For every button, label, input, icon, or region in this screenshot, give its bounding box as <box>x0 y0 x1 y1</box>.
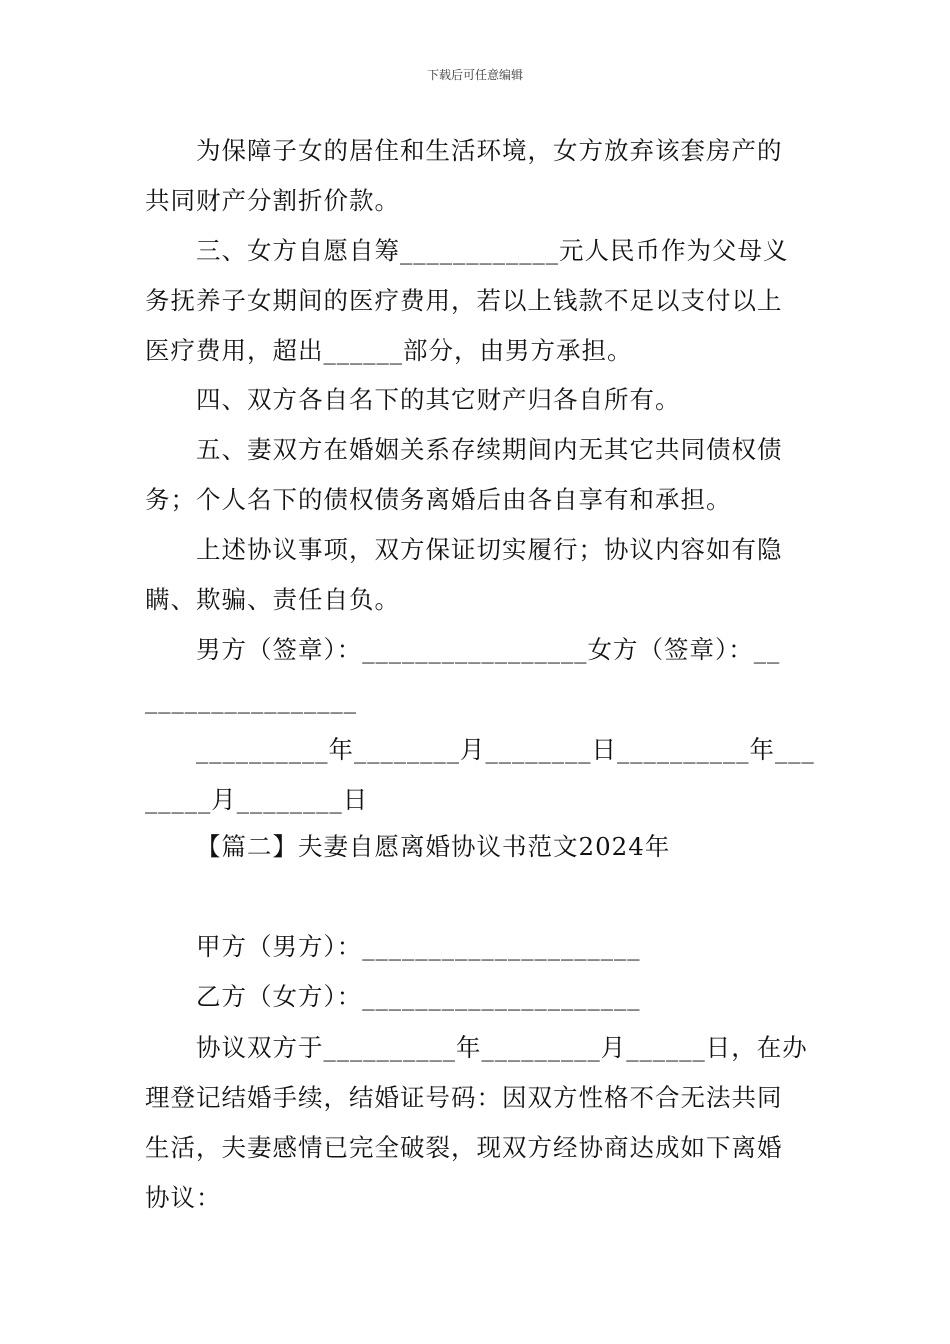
paragraph-line: 上述协议事项，双方保证切实履行；协议内容如有隐 <box>196 535 783 564</box>
paragraph-line: 共同财产分割折价款。 <box>145 186 400 215</box>
paragraph-line: 务；个人名下的债权债务离婚后由各自享有和承担。 <box>145 485 732 514</box>
paragraph-line: 四、双方各自名下的其它财产归各自所有。 <box>196 385 681 414</box>
date-line: _____月________日 <box>145 785 369 814</box>
party-a-line: 甲方（男方）：_____________________ <box>196 932 641 961</box>
paragraph-line: 五、妻双方在婚姻关系存续期间内无其它共同债权债 <box>196 435 783 464</box>
paragraph-line: 理登记结婚手续，结婚证号码：因双方性格不合无法共同 <box>145 1083 783 1112</box>
date-line: __________年________月________日__________年___ <box>196 735 815 764</box>
paragraph-line: 瞒、欺骗、责任自负。 <box>145 585 400 614</box>
signature-line: ________________ <box>145 685 357 714</box>
paragraph-line: 务抚养子女期间的医疗费用，若以上钱款不足以支付以上 <box>145 286 783 315</box>
paragraph-line: 协议双方于__________年_________月______日，在办 <box>196 1033 808 1062</box>
signature-line: 男方（签章）：_________________女方（签章）：__ <box>196 635 781 664</box>
party-b-line: 乙方（女方）：_____________________ <box>196 982 641 1011</box>
page-header-note: 下载后可任意编辑 <box>426 68 523 82</box>
paragraph-line: 生活，夫妻感情已完全破裂，现双方经协商达成如下离婚 <box>145 1133 783 1162</box>
paragraph-line: 医疗费用，超出______部分，由男方承担。 <box>145 336 633 365</box>
section-heading: 【篇二】夫妻自愿离婚协议书范文2024年 <box>196 832 671 861</box>
paragraph-line: 三、女方自愿自筹____________元人民币作为父母义 <box>196 236 789 265</box>
paragraph-line: 为保障子女的居住和生活环境，女方放弃该套房产的 <box>196 136 783 165</box>
paragraph-line: 协议： <box>145 1183 222 1212</box>
